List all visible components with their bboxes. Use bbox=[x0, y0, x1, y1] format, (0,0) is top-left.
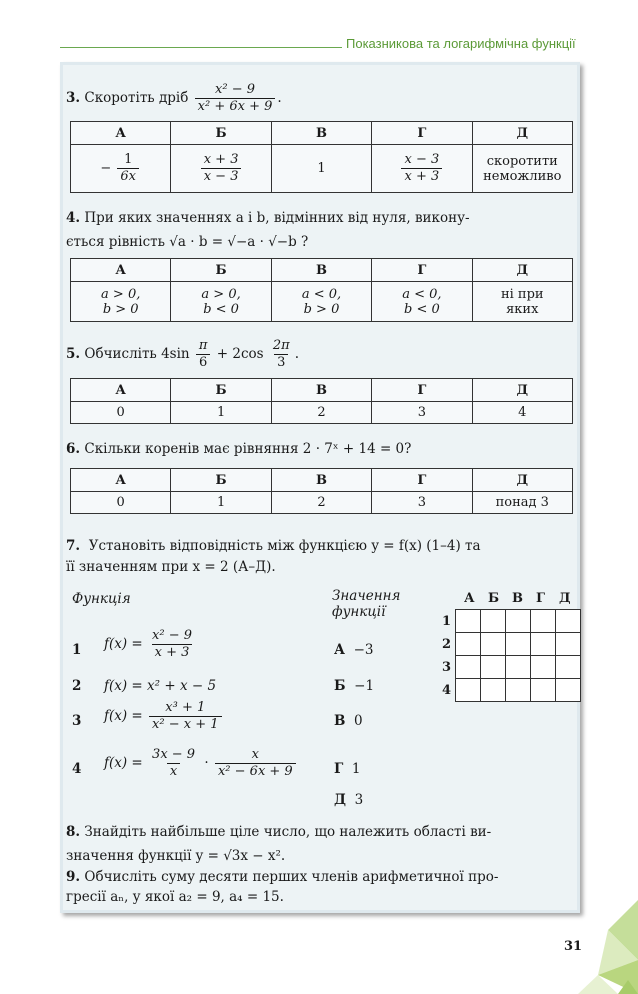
q7-f4-label bbox=[72, 760, 81, 778]
header-rule bbox=[60, 47, 342, 48]
q9-line1: Обчисліть суму десяти перших членів арифметичної про- bbox=[84, 869, 499, 885]
q7-val-c-value: 0 bbox=[354, 713, 363, 729]
q4-e-l1: ні при bbox=[500, 286, 544, 302]
q5-mid: + 2cos bbox=[216, 346, 264, 362]
q7-f4-frac2 bbox=[215, 747, 296, 780]
q3-col-d: Г bbox=[372, 122, 472, 145]
q6-col-e: Д bbox=[472, 469, 572, 492]
q5-frac1-den: 6 bbox=[196, 354, 210, 371]
q5-answer-table bbox=[70, 378, 573, 424]
q7-val-e-letter: Д bbox=[334, 792, 347, 808]
q7-f3-den-expr: x² − x + 1 bbox=[149, 716, 221, 733]
q5-answer-b: 1 bbox=[171, 402, 271, 424]
q4-statement bbox=[66, 209, 574, 251]
grid-col-d: Г bbox=[536, 591, 545, 606]
q5-col-b: Б bbox=[171, 379, 271, 402]
q7-f4-d1: x bbox=[167, 763, 180, 780]
q4-line1: При яких значеннях a і b, відмінних від нуля, викону- bbox=[84, 210, 470, 226]
q7-val-e-value: 3 bbox=[354, 792, 364, 808]
grid-cell[interactable] bbox=[556, 656, 581, 679]
q7-f3-num-expr: x³ + 1 bbox=[165, 700, 206, 715]
q3-answer-c: 1 bbox=[271, 145, 371, 193]
q9-line2: гресії aₙ, у якої a₂ = 9, a₄ = 15. bbox=[66, 889, 284, 905]
q7-col-values-l2: функції bbox=[332, 604, 386, 620]
q3-col-b: Б bbox=[171, 122, 271, 145]
q3-answer-a bbox=[71, 145, 171, 193]
q6-answer-b: 1 bbox=[171, 492, 271, 514]
q3-b-num: x + 3 bbox=[203, 152, 239, 167]
q4-answer-table bbox=[70, 258, 573, 322]
q3-d-num: x − 3 bbox=[404, 152, 440, 167]
grid-cell[interactable] bbox=[556, 679, 581, 702]
q3-fraction bbox=[195, 82, 276, 115]
q4-a-l1: a > 0, bbox=[101, 286, 141, 302]
q3-col-e: Д bbox=[472, 122, 572, 145]
q3-statement: 3. Скоротіть дріб $\frac{\text{x² − 9}}{\text{x² + 6x + 9}}$ . bbox=[66, 82, 282, 114]
q3-b-frac bbox=[201, 152, 242, 185]
q7-f4: f(x) = $\frac{3x - 9}{x}$ · $\frac{x}{\text{x² − 6x + 9}}$ bbox=[104, 747, 298, 780]
q7-f1-num-expr: x² − 9 bbox=[152, 628, 193, 643]
q3-e-line1: скоротити bbox=[486, 153, 558, 169]
q5-frac2-den: 3 bbox=[274, 354, 288, 371]
q7-f4-n1: 3x − 9 bbox=[152, 747, 196, 762]
q7-val-d-value: 1 bbox=[351, 761, 361, 777]
q7-f1-frac bbox=[149, 628, 195, 661]
grid-cell[interactable] bbox=[456, 656, 481, 679]
q4-answer-c bbox=[271, 282, 371, 322]
q6-answer-d: 3 bbox=[372, 492, 472, 514]
q4-answer-d bbox=[372, 282, 472, 322]
grid-cell[interactable] bbox=[556, 610, 581, 633]
q3-a-sign: − bbox=[100, 161, 112, 176]
q7-f4-n2: x bbox=[251, 747, 259, 762]
q3-b-den: x − 3 bbox=[201, 168, 242, 185]
q7-f2-num: 2 bbox=[72, 678, 82, 694]
q7-val-b-value: −1 bbox=[354, 678, 375, 694]
q9-number: 9. bbox=[66, 869, 81, 885]
q7-f4-d2: x² − 6x + 9 bbox=[215, 763, 296, 780]
grid-cell[interactable] bbox=[556, 633, 581, 656]
q5-answer-d: 3 bbox=[372, 402, 472, 424]
q7-val-e bbox=[334, 791, 363, 809]
q4-col-d: Г bbox=[372, 259, 472, 282]
q7-val-c bbox=[334, 712, 363, 730]
q5-col-e: Д bbox=[472, 379, 572, 402]
q7-f4-num: 4 bbox=[72, 761, 82, 777]
q5-number: 5. bbox=[66, 346, 81, 362]
grid-row-4: 4 bbox=[442, 683, 452, 698]
q5-frac1-num: π bbox=[198, 338, 208, 353]
q4-col-b: Б bbox=[171, 259, 271, 282]
q4-c-l1: a < 0, bbox=[301, 286, 342, 302]
q7-line1: Установіть відповідність між функцією y = f(x) (1–4) та bbox=[88, 538, 481, 554]
grid-cell[interactable] bbox=[481, 656, 506, 679]
q7-number: 7. bbox=[66, 538, 81, 554]
q3-col-a: А bbox=[71, 122, 171, 145]
grid-col-e: Д bbox=[559, 591, 571, 606]
grid-col-a: А bbox=[464, 591, 475, 606]
q7-f2: f(x) = x² + x − 5 bbox=[104, 678, 217, 694]
grid-cell[interactable] bbox=[506, 656, 531, 679]
grid-col-b: Б bbox=[488, 591, 500, 606]
q7-f3-frac bbox=[149, 700, 221, 733]
q4-line2: ється рівність √a · b = √−a · √−b ? bbox=[66, 234, 309, 250]
q8-statement bbox=[66, 823, 574, 865]
q3-text: Скоротіть дріб bbox=[84, 90, 189, 106]
q7-f3 bbox=[104, 700, 224, 733]
q4-col-a: А bbox=[71, 259, 171, 282]
q3-e-line2: неможливо bbox=[483, 168, 562, 184]
q7-f1-num: 1 bbox=[72, 642, 82, 658]
q8-line1: Знайдіть найбільше ціле число, що належить області ви- bbox=[84, 824, 492, 840]
q7-f3-lhs: f(x) = bbox=[104, 708, 143, 724]
q7-f3-num: 3 bbox=[72, 713, 82, 729]
q7-val-c-letter: В bbox=[334, 713, 346, 729]
q7-line2: її значенням при x = 2 (А–Д). bbox=[66, 559, 276, 575]
q4-number: 4. bbox=[66, 210, 81, 226]
q7-col-values-l1: Значення bbox=[332, 588, 401, 604]
q9-statement bbox=[66, 868, 574, 906]
grid-row-2: 2 bbox=[442, 637, 452, 652]
q6-answer-e: понад 3 bbox=[472, 492, 572, 514]
q6-text: Скільки коренів має рівняння 2 · 7ˣ + 14 = 0? bbox=[84, 441, 412, 457]
q4-col-c: В bbox=[271, 259, 371, 282]
q3-answer-table bbox=[70, 121, 573, 193]
q3-number: 3. bbox=[66, 90, 81, 106]
q7-statement bbox=[66, 537, 574, 576]
q4-d-l1: a < 0, bbox=[402, 286, 442, 302]
grid-cell[interactable] bbox=[456, 633, 481, 656]
q3-a-den: 6x bbox=[117, 168, 139, 185]
q3-frac-den: x² + 6x + 9 bbox=[195, 98, 276, 115]
q4-b-l1: a > 0, bbox=[201, 286, 241, 302]
grid-cell[interactable] bbox=[506, 633, 531, 656]
q6-statement bbox=[66, 440, 411, 458]
grid-cell[interactable] bbox=[531, 679, 556, 702]
q7-f1-den-expr: x + 3 bbox=[152, 644, 193, 661]
q5-answer-a: 0 bbox=[71, 402, 171, 424]
q6-col-b: Б bbox=[171, 469, 271, 492]
q6-number: 6. bbox=[66, 441, 81, 457]
q5-statement: 5. Обчисліть 4sin $\frac{\pi}{6}$ + 2cos $\frac{2\pi}{3}$ . bbox=[66, 338, 299, 370]
q5-col-d: Г bbox=[372, 379, 472, 402]
q6-col-a: А bbox=[71, 469, 171, 492]
q8-line2: значення функції y = √3x − x². bbox=[66, 848, 286, 864]
q7-val-a bbox=[334, 641, 374, 659]
q3-answer-e bbox=[472, 145, 572, 193]
q7-col-function: Функція bbox=[72, 591, 131, 607]
q3-d-frac bbox=[401, 152, 442, 185]
q5-frac2 bbox=[270, 338, 293, 371]
q3-a-num: 1 bbox=[124, 152, 133, 167]
grid-cell[interactable] bbox=[456, 679, 481, 702]
q6-col-c: В bbox=[271, 469, 371, 492]
q7-f4-frac1 bbox=[149, 747, 198, 780]
q3-frac-num: x² − 9 bbox=[215, 82, 256, 97]
q7-val-a-letter: А bbox=[334, 642, 345, 658]
decorative-triangles-icon bbox=[548, 880, 638, 994]
q6-col-d: Г bbox=[372, 469, 472, 492]
header-title: Показникова та логарифмічна функції bbox=[346, 36, 576, 51]
q5-answer-e: 4 bbox=[472, 402, 572, 424]
page-number: 31 bbox=[564, 939, 583, 954]
q5-frac2-num: 2π bbox=[272, 338, 290, 353]
q7-f1 bbox=[104, 628, 197, 661]
q6-answer-a: 0 bbox=[71, 492, 171, 514]
q7-col-values bbox=[332, 588, 400, 620]
q4-d-l2: b < 0 bbox=[403, 301, 440, 317]
grid-cell[interactable] bbox=[506, 679, 531, 702]
q3-col-c: В bbox=[271, 122, 371, 145]
q5-text: Обчисліть 4sin bbox=[84, 346, 190, 362]
q3-answer-d bbox=[372, 145, 472, 193]
q3-answer-b bbox=[171, 145, 271, 193]
q3-d-den: x + 3 bbox=[401, 168, 442, 185]
grid-cell[interactable] bbox=[531, 633, 556, 656]
q6-answer-table bbox=[70, 468, 573, 514]
grid-cell[interactable] bbox=[531, 656, 556, 679]
grid-cell[interactable] bbox=[481, 679, 506, 702]
q4-c-l2: b > 0 bbox=[303, 301, 340, 317]
q7-val-b-letter: Б bbox=[334, 678, 346, 694]
q5-answer-c: 2 bbox=[271, 402, 371, 424]
grid-cell[interactable] bbox=[456, 610, 481, 633]
q5-frac1 bbox=[196, 338, 211, 371]
q7-f4-lhs: f(x) = bbox=[104, 755, 143, 771]
grid-row-3: 3 bbox=[442, 660, 452, 675]
q4-answer-a bbox=[71, 282, 171, 322]
q4-answer-e bbox=[472, 282, 572, 322]
q7-f1-lhs: f(x) = bbox=[104, 636, 143, 652]
q7-val-a-value: −3 bbox=[353, 642, 374, 658]
q4-e-l2: яких bbox=[506, 301, 539, 317]
q7-f1-label bbox=[72, 641, 81, 659]
q5-col-c: В bbox=[271, 379, 371, 402]
q5-col-a: А bbox=[71, 379, 171, 402]
q7-answer-grid bbox=[455, 609, 581, 702]
q7-val-b bbox=[334, 677, 374, 695]
grid-cell[interactable] bbox=[481, 633, 506, 656]
q7-f2-label bbox=[72, 677, 81, 695]
q7-val-d-letter: Г bbox=[334, 761, 344, 777]
q4-col-e: Д bbox=[472, 259, 572, 282]
grid-col-c: В bbox=[512, 591, 523, 606]
q4-a-l2: b > 0 bbox=[102, 301, 139, 317]
q8-number: 8. bbox=[66, 824, 81, 840]
grid-cell[interactable] bbox=[481, 610, 506, 633]
grid-row-1: 1 bbox=[442, 614, 452, 629]
q4-answer-b bbox=[171, 282, 271, 322]
q6-answer-c: 2 bbox=[271, 492, 371, 514]
q7-val-d bbox=[334, 760, 361, 778]
q3-a-frac bbox=[117, 152, 139, 185]
q4-b-l2: b < 0 bbox=[203, 301, 239, 317]
grid-cell[interactable] bbox=[506, 610, 531, 633]
q7-f3-label bbox=[72, 712, 81, 730]
grid-cell[interactable] bbox=[531, 610, 556, 633]
